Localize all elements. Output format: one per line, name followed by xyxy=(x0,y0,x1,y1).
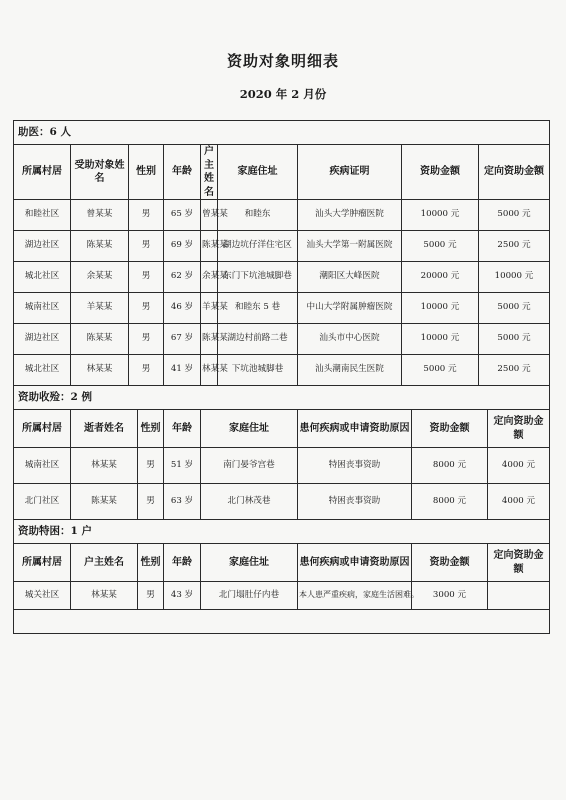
table-cell: 特困丧事资助 xyxy=(298,484,412,520)
table-cell: 陈某某 xyxy=(201,324,218,355)
header-cell: 户主姓名 xyxy=(201,145,218,200)
table-cell: 城北社区 xyxy=(14,262,71,293)
header-cell: 资助金额 xyxy=(412,410,488,448)
header-cell: 户主姓名 xyxy=(71,544,138,582)
blank-cell xyxy=(14,610,550,634)
table-cell: 65 岁 xyxy=(164,200,201,231)
aid-detail-table xyxy=(13,120,550,634)
table-cell: 曾某某 xyxy=(201,200,218,231)
table-cell: 10000 元 xyxy=(402,200,479,231)
header-cell: 患何疾病或申请资助原因 xyxy=(298,410,412,448)
table-cell: 10000 元 xyxy=(402,324,479,355)
table-cell: 41 岁 xyxy=(164,355,201,386)
header-cell: 所属村居 xyxy=(14,145,71,200)
table-cell: 陈某某 xyxy=(71,231,129,262)
table-cell: 陈某某 xyxy=(201,231,218,262)
table-row xyxy=(14,293,550,324)
table-cell: 汕头潮南民生医院 xyxy=(298,355,402,386)
table-cell: 46 岁 xyxy=(164,293,201,324)
table-cell: 69 岁 xyxy=(164,231,201,262)
table-cell: 3000 元 xyxy=(412,582,488,610)
header-cell: 家庭住址 xyxy=(201,410,298,448)
table-row xyxy=(14,231,550,262)
table-cell: 男 xyxy=(138,484,164,520)
header-row-funeral xyxy=(14,410,550,448)
header-cell: 年龄 xyxy=(164,544,201,582)
section-title-hardship: 资助特困：1 户 xyxy=(14,520,550,544)
blank-row xyxy=(14,610,550,634)
table-cell: 男 xyxy=(129,324,164,355)
table-cell: 5000 元 xyxy=(479,324,550,355)
section-title-funeral: 资助收殓：2 例 xyxy=(14,386,550,410)
header-cell: 定向资助金额 xyxy=(479,145,550,200)
page-title: 资助对象明细表 xyxy=(226,52,339,70)
table-cell: 特困丧事资助 xyxy=(298,448,412,484)
header-cell: 家庭住址 xyxy=(218,145,298,200)
table-cell: 2500 元 xyxy=(479,231,550,262)
table-cell: 湖边坑仔洋住宅区 xyxy=(218,231,298,262)
header-cell: 疾病证明 xyxy=(298,145,402,200)
table-cell: 中山大学附属肿瘤医院 xyxy=(298,293,402,324)
table-cell: 和睦东 xyxy=(218,200,298,231)
table-row xyxy=(14,262,550,293)
table-cell: 羊某某 xyxy=(71,293,129,324)
header-cell: 年龄 xyxy=(164,410,201,448)
table-cell: 10000 元 xyxy=(479,262,550,293)
table-cell: 东门下坑池城脚巷 xyxy=(218,262,298,293)
table-cell: 20000 元 xyxy=(402,262,479,293)
header-row-medical xyxy=(14,145,550,200)
table-row xyxy=(14,355,550,386)
header-cell: 定向资助金额 xyxy=(488,544,550,582)
table-cell: 4000 元 xyxy=(488,448,550,484)
table-cell: 5000 元 xyxy=(479,293,550,324)
header-cell: 资助金额 xyxy=(412,544,488,582)
table-row xyxy=(14,448,550,484)
table-cell: 汕头市中心医院 xyxy=(298,324,402,355)
table-cell: 5000 元 xyxy=(402,231,479,262)
table-cell: 10000 元 xyxy=(402,293,479,324)
table-cell: 男 xyxy=(129,231,164,262)
table-cell: 林某某 xyxy=(71,582,138,610)
table-cell: 和睦社区 xyxy=(14,200,71,231)
table-cell: 余某某 xyxy=(201,262,218,293)
table-cell: 43 岁 xyxy=(164,582,201,610)
table-cell: 8000 元 xyxy=(412,484,488,520)
table-cell: 城南社区 xyxy=(14,448,71,484)
header-cell: 性别 xyxy=(138,544,164,582)
header-cell: 所属村居 xyxy=(14,410,71,448)
header-cell: 患何疾病或申请资助原因 xyxy=(298,544,412,582)
table-cell: 男 xyxy=(129,355,164,386)
table-row xyxy=(14,324,550,355)
header-cell: 年龄 xyxy=(164,145,201,200)
header-cell: 资助金额 xyxy=(402,145,479,200)
table-cell: 2500 元 xyxy=(479,355,550,386)
table-cell: 北门林茂巷 xyxy=(201,484,298,520)
page-subtitle: 2020 年 2 月份 xyxy=(239,87,327,101)
table-row xyxy=(14,582,550,610)
table-cell: 和睦东 5 巷 xyxy=(218,293,298,324)
table-cell: 林某某 xyxy=(201,355,218,386)
table-cell: 63 岁 xyxy=(164,484,201,520)
table-cell: 汕头大学肿瘤医院 xyxy=(298,200,402,231)
header-cell: 家庭住址 xyxy=(201,544,298,582)
section-row-hardship xyxy=(14,520,550,544)
table-cell: 男 xyxy=(129,293,164,324)
header-cell: 性别 xyxy=(138,410,164,448)
table-row xyxy=(14,200,550,231)
table-cell: 林某某 xyxy=(71,355,129,386)
table-cell: 4000 元 xyxy=(488,484,550,520)
table-cell: 湖边村前路二巷 xyxy=(218,324,298,355)
table-row xyxy=(14,484,550,520)
table-cell: 陈某某 xyxy=(71,324,129,355)
table-cell: 51 岁 xyxy=(164,448,201,484)
table-cell: 潮阳区大峰医院 xyxy=(298,262,402,293)
table-cell: 湖边社区 xyxy=(14,231,71,262)
section-row-medical xyxy=(14,121,550,145)
table-cell: 城关社区 xyxy=(14,582,71,610)
table-cell: 汕头大学第一附属医院 xyxy=(298,231,402,262)
section-row-funeral xyxy=(14,386,550,410)
header-cell: 性别 xyxy=(129,145,164,200)
table-cell: 城南社区 xyxy=(14,293,71,324)
table-cell: 67 岁 xyxy=(164,324,201,355)
table-cell: 陈某某 xyxy=(71,484,138,520)
header-cell: 所属村居 xyxy=(14,544,71,582)
header-cell: 受助对象姓名 xyxy=(71,145,129,200)
header-cell: 逝者姓名 xyxy=(71,410,138,448)
table-cell: 本人患严重疾病，家庭生活困难。 xyxy=(298,582,412,610)
table-cell: 5000 元 xyxy=(479,200,550,231)
header-row-hardship xyxy=(14,544,550,582)
table-cell: 湖边社区 xyxy=(14,324,71,355)
table-cell: 5000 元 xyxy=(402,355,479,386)
section-title-medical: 助医：6 人 xyxy=(14,121,550,145)
table-cell: 8000 元 xyxy=(412,448,488,484)
table-cell: 62 岁 xyxy=(164,262,201,293)
table-cell: 北门塌肚仔内巷 xyxy=(201,582,298,610)
table-cell: 余某某 xyxy=(71,262,129,293)
table-cell: 林某某 xyxy=(71,448,138,484)
table-cell: 曾某某 xyxy=(71,200,129,231)
table-cell: 男 xyxy=(129,262,164,293)
header-cell: 定向资助金额 xyxy=(488,410,550,448)
table-cell: 下坑池城脚巷 xyxy=(218,355,298,386)
table-cell: 男 xyxy=(138,448,164,484)
table-cell: 北门社区 xyxy=(14,484,71,520)
table-cell: 南门晏爷宫巷 xyxy=(201,448,298,484)
table-cell: 男 xyxy=(138,582,164,610)
table-cell: 城北社区 xyxy=(14,355,71,386)
table-cell: 男 xyxy=(129,200,164,231)
table-cell xyxy=(488,582,550,610)
table-cell: 羊某某 xyxy=(201,293,218,324)
